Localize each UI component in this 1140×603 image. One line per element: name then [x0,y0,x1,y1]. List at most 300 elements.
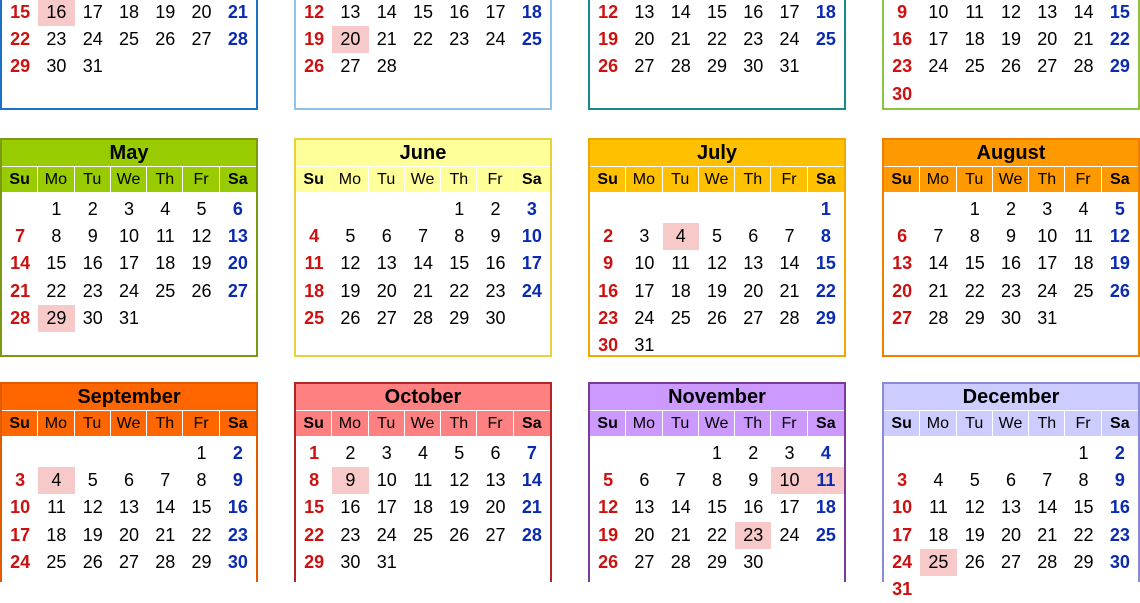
day-cell[interactable]: 2 [603,226,614,247]
day-cell[interactable]: 31 [118,307,139,328]
day-cell[interactable]: 22 [191,524,212,545]
day-cell[interactable]: 31 [1037,307,1058,328]
day-cell[interactable]: 14 [1037,497,1058,518]
holiday-day-cell[interactable]: 20 [332,26,368,53]
day-cell[interactable]: 17 [521,253,542,274]
day-cell[interactable]: 30 [743,56,764,77]
day-cell[interactable]: 30 [1109,551,1130,572]
day-cell[interactable]: 15 [815,253,836,274]
day-cell[interactable]: 18 [304,280,325,301]
day-cell[interactable]: 17 [1037,253,1058,274]
day-cell[interactable]: 15 [10,2,31,22]
day-cell[interactable]: 11 [671,253,691,274]
day-cell[interactable]: 28 [670,551,691,572]
day-cell[interactable]: 12 [1109,226,1130,247]
day-cell[interactable]: 26 [1000,56,1021,77]
day-cell[interactable]: 18 [521,2,542,22]
day-cell[interactable]: 14 [928,253,949,274]
day-cell[interactable]: 31 [892,578,913,599]
day-cell[interactable]: 27 [376,307,397,328]
day-cell[interactable]: 8 [454,226,465,247]
day-cell[interactable]: 21 [670,524,691,545]
day-cell[interactable]: 3 [1042,199,1053,219]
holiday-day-cell[interactable]: 16 [38,0,74,26]
day-cell[interactable]: 23 [82,280,103,301]
day-cell[interactable]: 17 [634,280,655,301]
day-cell[interactable]: 18 [928,524,949,545]
day-cell[interactable]: 15 [706,497,727,518]
day-cell[interactable]: 29 [1073,551,1094,572]
day-cell[interactable]: 27 [634,56,655,77]
day-cell[interactable]: 24 [779,29,800,50]
day-cell[interactable]: 28 [376,56,397,77]
day-cell[interactable]: 12 [340,253,361,274]
day-cell[interactable]: 23 [1000,280,1021,301]
day-cell[interactable]: 17 [779,497,800,518]
day-cell[interactable]: 26 [598,551,619,572]
day-cell[interactable]: 28 [670,56,691,77]
day-cell[interactable]: 2 [490,199,501,219]
day-cell[interactable]: 4 [820,443,831,463]
day-cell[interactable]: 28 [1073,56,1094,77]
day-cell[interactable]: 7 [784,226,795,247]
day-cell[interactable]: 16 [449,2,470,22]
day-cell[interactable]: 20 [1037,29,1058,50]
day-cell[interactable]: 22 [964,280,985,301]
day-cell[interactable]: 13 [1037,2,1058,22]
holiday-day-cell[interactable]: 4 [663,223,699,250]
day-cell[interactable]: 10 [10,497,31,518]
day-cell[interactable]: 23 [46,29,67,50]
day-cell[interactable]: 22 [46,280,67,301]
day-cell[interactable]: 27 [1037,56,1058,77]
holiday-day-cell[interactable]: 9 [332,467,368,494]
day-cell[interactable]: 14 [521,470,542,491]
day-cell[interactable]: 29 [191,551,212,572]
day-cell[interactable]: 18 [155,253,176,274]
day-cell[interactable]: 20 [227,253,248,274]
day-cell[interactable]: 30 [598,334,619,355]
day-cell[interactable]: 13 [376,253,397,274]
day-cell[interactable]: 12 [706,253,727,274]
day-cell[interactable]: 14 [1073,2,1094,22]
day-cell[interactable]: 20 [1000,524,1021,545]
day-cell[interactable]: 29 [304,551,325,572]
day-cell[interactable]: 15 [964,253,985,274]
day-cell[interactable]: 28 [155,551,176,572]
day-cell[interactable]: 24 [10,551,31,572]
day-cell[interactable]: 20 [191,2,212,22]
day-cell[interactable]: 3 [897,470,908,491]
day-cell[interactable]: 9 [1114,470,1125,491]
day-cell[interactable]: 5 [711,226,722,247]
day-cell[interactable]: 20 [634,29,655,50]
day-cell[interactable]: 27 [227,280,248,301]
day-cell[interactable]: 20 [118,524,139,545]
day-cell[interactable]: 8 [711,470,722,491]
day-cell[interactable]: 13 [634,497,655,518]
day-cell[interactable]: 14 [10,253,31,274]
day-cell[interactable]: 4 [933,470,944,491]
day-cell[interactable]: 22 [412,29,433,50]
day-cell[interactable]: 12 [1000,2,1021,22]
day-cell[interactable]: 22 [1109,29,1130,50]
day-cell[interactable]: 27 [634,551,655,572]
day-cell[interactable]: 27 [118,551,139,572]
day-cell[interactable]: 26 [82,551,103,572]
day-cell[interactable]: 18 [46,524,67,545]
day-cell[interactable]: 15 [304,497,325,518]
holiday-day-cell[interactable]: 25 [920,549,956,576]
day-cell[interactable]: 18 [964,29,985,50]
day-cell[interactable]: 21 [376,29,397,50]
day-cell[interactable]: 3 [381,443,392,463]
day-cell[interactable]: 3 [123,199,134,219]
day-cell[interactable]: 1 [1078,443,1089,463]
day-cell[interactable]: 26 [449,524,470,545]
day-cell[interactable]: 25 [412,524,433,545]
day-cell[interactable]: 13 [340,2,361,22]
day-cell[interactable]: 14 [670,497,691,518]
day-cell[interactable]: 13 [227,226,248,247]
day-cell[interactable]: 15 [706,2,727,22]
day-cell[interactable]: 14 [779,253,800,274]
day-cell[interactable]: 18 [670,280,691,301]
day-cell[interactable]: 17 [892,524,913,545]
day-cell[interactable]: 15 [449,253,470,274]
day-cell[interactable]: 7 [15,226,26,247]
day-cell[interactable]: 21 [1073,29,1094,50]
day-cell[interactable]: 25 [46,551,67,572]
day-cell[interactable]: 13 [1000,497,1021,518]
day-cell[interactable]: 12 [82,497,103,518]
day-cell[interactable]: 1 [454,199,465,219]
day-cell[interactable]: 2 [87,199,98,219]
day-cell[interactable]: 8 [1078,470,1089,491]
day-cell[interactable]: 30 [892,83,913,104]
day-cell[interactable]: 22 [815,280,836,301]
day-cell[interactable]: 18 [1073,253,1094,274]
day-cell[interactable]: 19 [706,280,727,301]
day-cell[interactable]: 19 [598,29,619,50]
day-cell[interactable]: 16 [1109,497,1130,518]
day-cell[interactable]: 23 [892,56,913,77]
day-cell[interactable]: 27 [485,524,506,545]
day-cell[interactable]: 22 [10,29,31,50]
day-cell[interactable]: 27 [743,307,764,328]
day-cell[interactable]: 13 [892,253,913,274]
day-cell[interactable]: 20 [892,280,913,301]
day-cell[interactable]: 1 [820,199,831,219]
day-cell[interactable]: 3 [526,199,537,219]
day-cell[interactable]: 25 [118,29,139,50]
day-cell[interactable]: 13 [743,253,764,274]
day-cell[interactable]: 19 [304,29,325,50]
day-cell[interactable]: 6 [381,226,392,247]
day-cell[interactable]: 22 [1073,524,1094,545]
day-cell[interactable]: 17 [779,2,800,22]
day-cell[interactable]: 11 [155,226,175,247]
day-cell[interactable]: 16 [227,497,248,518]
day-cell[interactable]: 15 [1073,497,1094,518]
day-cell[interactable]: 28 [10,307,31,328]
day-cell[interactable]: 5 [454,443,465,463]
day-cell[interactable]: 21 [155,524,176,545]
day-cell[interactable]: 10 [928,2,949,22]
day-cell[interactable]: 11 [47,497,66,518]
day-cell[interactable]: 16 [82,253,103,274]
holiday-day-cell[interactable]: 23 [735,522,771,549]
day-cell[interactable]: 24 [779,524,800,545]
day-cell[interactable]: 4 [160,199,171,219]
day-cell[interactable]: 21 [521,497,542,518]
day-cell[interactable]: 25 [304,307,325,328]
day-cell[interactable]: 6 [639,470,650,491]
day-cell[interactable]: 26 [598,56,619,77]
day-cell[interactable]: 9 [603,253,614,274]
day-cell[interactable]: 25 [155,280,176,301]
day-cell[interactable]: 12 [598,497,619,518]
day-cell[interactable]: 5 [603,470,614,491]
day-cell[interactable]: 17 [10,524,31,545]
day-cell[interactable]: 28 [1037,551,1058,572]
day-cell[interactable]: 26 [706,307,727,328]
day-cell[interactable]: 17 [376,497,397,518]
day-cell[interactable]: 1 [969,199,980,219]
holiday-day-cell[interactable]: 4 [38,467,74,494]
day-cell[interactable]: 19 [82,524,103,545]
day-cell[interactable]: 19 [449,497,470,518]
day-cell[interactable]: 22 [706,524,727,545]
day-cell[interactable]: 12 [191,226,212,247]
day-cell[interactable]: 21 [1037,524,1058,545]
day-cell[interactable]: 7 [160,470,171,491]
day-cell[interactable]: 27 [340,56,361,77]
day-cell[interactable]: 10 [376,470,397,491]
day-cell[interactable]: 6 [1005,470,1016,491]
day-cell[interactable]: 1 [51,199,62,219]
holiday-day-cell[interactable]: 29 [38,305,74,332]
day-cell[interactable]: 11 [965,2,985,22]
day-cell[interactable]: 15 [412,2,433,22]
day-cell[interactable]: 21 [670,29,691,50]
day-cell[interactable]: 30 [340,551,361,572]
day-cell[interactable]: 20 [743,280,764,301]
day-cell[interactable]: 16 [743,2,764,22]
day-cell[interactable]: 2 [1114,443,1125,463]
day-cell[interactable]: 12 [304,2,325,22]
day-cell[interactable]: 6 [897,226,908,247]
day-cell[interactable]: 18 [412,497,433,518]
day-cell[interactable]: 23 [340,524,361,545]
day-cell[interactable]: 5 [1114,199,1125,219]
day-cell[interactable]: 14 [155,497,176,518]
day-cell[interactable]: 7 [417,226,428,247]
day-cell[interactable]: 11 [304,253,324,274]
day-cell[interactable]: 18 [815,497,836,518]
day-cell[interactable]: 23 [743,29,764,50]
day-cell[interactable]: 13 [634,2,655,22]
day-cell[interactable]: 29 [706,56,727,77]
day-cell[interactable]: 25 [964,56,985,77]
day-cell[interactable]: 26 [964,551,985,572]
day-cell[interactable]: 1 [309,443,320,463]
day-cell[interactable]: 15 [46,253,67,274]
day-cell[interactable]: 7 [526,443,537,463]
day-cell[interactable]: 22 [706,29,727,50]
day-cell[interactable]: 8 [820,226,831,247]
day-cell[interactable]: 2 [1005,199,1016,219]
day-cell[interactable]: 27 [191,29,212,50]
day-cell[interactable]: 31 [376,551,397,572]
day-cell[interactable]: 28 [779,307,800,328]
day-cell[interactable]: 26 [304,56,325,77]
day-cell[interactable]: 25 [521,29,542,50]
day-cell[interactable]: 24 [82,29,103,50]
day-cell[interactable]: 24 [634,307,655,328]
day-cell[interactable]: 6 [123,470,134,491]
day-cell[interactable]: 3 [639,226,650,247]
day-cell[interactable]: 11 [929,497,948,518]
day-cell[interactable]: 17 [928,29,949,50]
day-cell[interactable]: 30 [82,307,103,328]
day-cell[interactable]: 24 [376,524,397,545]
day-cell[interactable]: 16 [1000,253,1021,274]
day-cell[interactable]: 29 [1109,56,1130,77]
day-cell[interactable]: 23 [227,524,248,545]
day-cell[interactable]: 28 [227,29,248,50]
day-cell[interactable]: 16 [743,497,764,518]
day-cell[interactable]: 1 [196,443,207,463]
day-cell[interactable]: 27 [892,307,913,328]
day-cell[interactable]: 26 [1109,280,1130,301]
day-cell[interactable]: 12 [449,470,470,491]
day-cell[interactable]: 17 [485,2,506,22]
day-cell[interactable]: 29 [815,307,836,328]
day-cell[interactable]: 23 [598,307,619,328]
day-cell[interactable]: 16 [892,29,913,50]
day-cell[interactable]: 9 [1005,226,1016,247]
day-cell[interactable]: 19 [1109,253,1130,274]
day-cell[interactable]: 4 [417,443,428,463]
day-cell[interactable]: 16 [340,497,361,518]
day-cell[interactable]: 30 [1000,307,1021,328]
day-cell[interactable]: 31 [779,56,800,77]
day-cell[interactable]: 9 [748,470,759,491]
day-cell[interactable]: 21 [227,2,248,22]
day-cell[interactable]: 26 [155,29,176,50]
day-cell[interactable]: 21 [10,280,31,301]
day-cell[interactable]: 12 [964,497,985,518]
day-cell[interactable]: 24 [1037,280,1058,301]
day-cell[interactable]: 14 [670,2,691,22]
day-cell[interactable]: 5 [345,226,356,247]
day-cell[interactable]: 6 [232,199,243,219]
day-cell[interactable]: 2 [232,443,243,463]
day-cell[interactable]: 8 [51,226,62,247]
day-cell[interactable]: 19 [155,2,176,22]
holiday-day-cell[interactable]: 10 [771,467,807,494]
day-cell[interactable]: 28 [928,307,949,328]
day-cell[interactable]: 29 [10,56,31,77]
holiday-day-cell[interactable]: 11 [808,467,844,494]
day-cell[interactable]: 13 [118,497,139,518]
day-cell[interactable]: 23 [485,280,506,301]
day-cell[interactable]: 21 [779,280,800,301]
day-cell[interactable]: 25 [670,307,691,328]
day-cell[interactable]: 8 [196,470,207,491]
day-cell[interactable]: 18 [815,2,836,22]
day-cell[interactable]: 10 [521,226,542,247]
day-cell[interactable]: 24 [521,280,542,301]
day-cell[interactable]: 25 [815,29,836,50]
day-cell[interactable]: 28 [521,524,542,545]
day-cell[interactable]: 7 [1042,470,1053,491]
day-cell[interactable]: 3 [15,470,26,491]
day-cell[interactable]: 19 [340,280,361,301]
day-cell[interactable]: 8 [969,226,980,247]
day-cell[interactable]: 18 [118,2,139,22]
day-cell[interactable]: 29 [706,551,727,572]
day-cell[interactable]: 24 [485,29,506,50]
day-cell[interactable]: 23 [1109,524,1130,545]
day-cell[interactable]: 19 [1000,29,1021,50]
day-cell[interactable]: 30 [227,551,248,572]
day-cell[interactable]: 10 [892,497,913,518]
day-cell[interactable]: 9 [87,226,98,247]
day-cell[interactable]: 15 [191,497,212,518]
day-cell[interactable]: 17 [82,2,103,22]
day-cell[interactable]: 7 [675,470,686,491]
day-cell[interactable]: 4 [1078,199,1089,219]
day-cell[interactable]: 11 [1074,226,1093,247]
day-cell[interactable]: 22 [304,524,325,545]
day-cell[interactable]: 10 [118,226,139,247]
day-cell[interactable]: 16 [485,253,506,274]
day-cell[interactable]: 24 [928,56,949,77]
day-cell[interactable]: 6 [490,443,501,463]
day-cell[interactable]: 26 [191,280,212,301]
day-cell[interactable]: 15 [1109,2,1130,22]
day-cell[interactable]: 19 [191,253,212,274]
day-cell[interactable]: 2 [345,443,356,463]
day-cell[interactable]: 10 [634,253,655,274]
day-cell[interactable]: 22 [449,280,470,301]
day-cell[interactable]: 5 [969,470,980,491]
day-cell[interactable]: 30 [46,56,67,77]
day-cell[interactable]: 20 [634,524,655,545]
day-cell[interactable]: 24 [118,280,139,301]
day-cell[interactable]: 7 [933,226,944,247]
day-cell[interactable]: 24 [892,551,913,572]
day-cell[interactable]: 19 [964,524,985,545]
day-cell[interactable]: 30 [743,551,764,572]
day-cell[interactable]: 5 [196,199,207,219]
day-cell[interactable]: 16 [598,280,619,301]
day-cell[interactable]: 9 [232,470,243,491]
day-cell[interactable]: 27 [1000,551,1021,572]
day-cell[interactable]: 14 [412,253,433,274]
day-cell[interactable]: 12 [598,2,619,22]
day-cell[interactable]: 21 [928,280,949,301]
day-cell[interactable]: 25 [815,524,836,545]
day-cell[interactable]: 8 [309,470,320,491]
day-cell[interactable]: 21 [412,280,433,301]
day-cell[interactable]: 1 [711,443,722,463]
day-cell[interactable]: 29 [964,307,985,328]
day-cell[interactable]: 17 [118,253,139,274]
day-cell[interactable]: 3 [784,443,795,463]
